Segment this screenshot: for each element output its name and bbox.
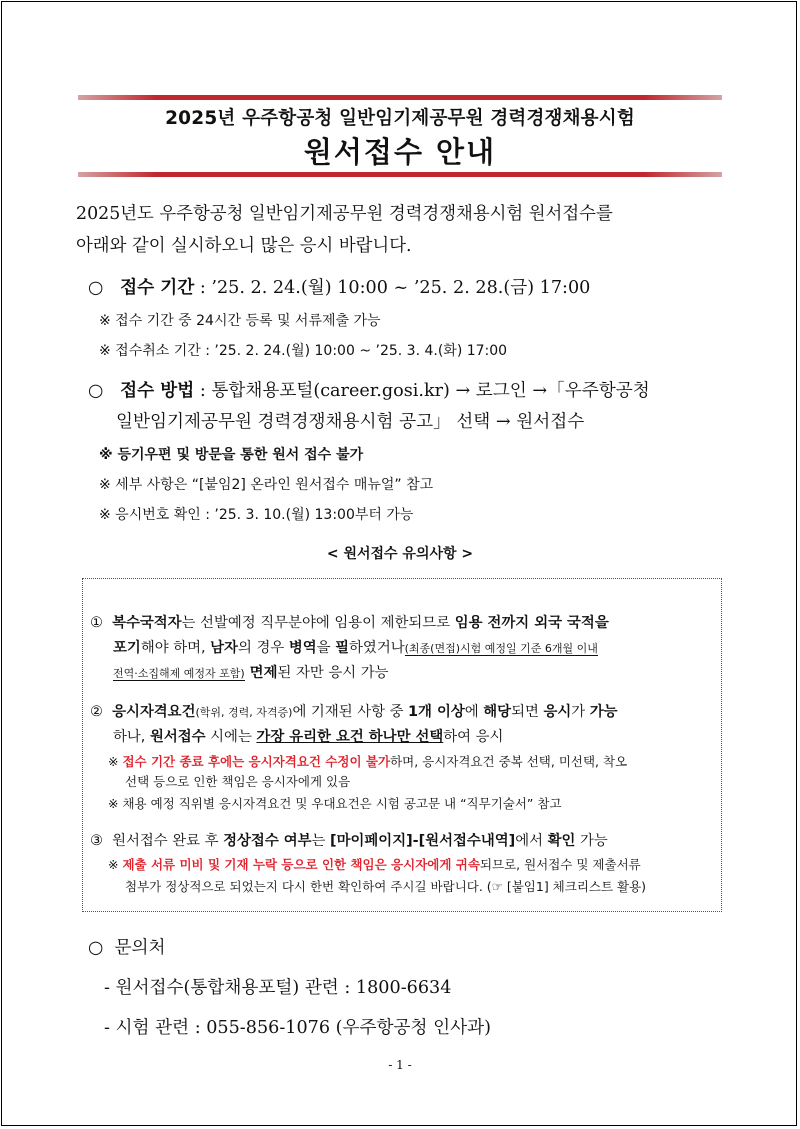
notice-3-b1: ※	[108, 857, 123, 872]
notice-2-a5: 에	[464, 704, 484, 720]
method-note-3: ※ 응시번호 확인 : ’25. 3. 10.(월) 13:00부터 가능	[99, 507, 414, 523]
contact-bullet: ○	[88, 938, 104, 958]
notice-3-a6: 확인	[547, 833, 576, 849]
notice-1-c2: 면제	[244, 665, 278, 681]
notice-1-a2: 는 선발예정 직무분야에 임용이 제한되므로	[181, 615, 455, 631]
notice-1-a1: 복수국적자	[112, 615, 182, 631]
period-label: 접수 기간	[120, 278, 195, 298]
notice-3-a3: 는	[311, 833, 331, 849]
notice-3-a2: 정상접수 여부	[223, 833, 312, 849]
notice-1-b6: 을	[316, 640, 336, 656]
notice-1-b9: (최종(면접)시험 예정일 기준 6개월 이내	[404, 642, 598, 655]
notice-3-a7: 가능	[575, 833, 608, 849]
notice-1-c3: 된 자만 응시 가능	[277, 665, 389, 681]
contact-label: 문의처	[114, 938, 166, 958]
notice-2-b2: 원서접수	[149, 729, 206, 745]
title-top-rule	[78, 95, 722, 100]
notice-1-b4: 의 경우	[237, 640, 289, 656]
notice-1-number: ①	[90, 615, 103, 631]
notice-2-a8: 응시	[543, 704, 572, 720]
notice-1-b5: 병역	[288, 640, 317, 656]
notice-header: < 원서접수 유의사항 >	[326, 546, 474, 562]
notice-2-a6: 해당	[483, 704, 512, 720]
method-value-1: : 통합채용포털(career.gosi.kr) → 로그인 →「우주항공청	[194, 381, 650, 401]
notice-2-b4: 가장 유리한 요건 하나만 선택	[256, 729, 444, 745]
title-line1: 2025년 우주항공청 일반임기제공무원 경력경쟁채용시험	[165, 108, 635, 129]
notice-2-a7: 되면	[511, 704, 544, 720]
contact-line-2: - 시험 관련 : 055-856-1076 (우주항공청 인사과)	[104, 1018, 491, 1038]
method-note-1: ※ 등기우편 및 방문을 통한 원서 접수 불가	[99, 447, 364, 463]
intro-paragraph	[76, 198, 736, 262]
notice-2-line4: 선택 등으로 인한 책임은 응시자에게 있음	[125, 774, 351, 789]
notice-3-a5: 에서	[515, 833, 548, 849]
notice-2-line3	[108, 752, 627, 770]
notice-2-a9: 가	[571, 704, 590, 720]
notice-2-c2: 접수 기간 종료 후에는 응시자격요건 수정이 불가	[122, 754, 391, 769]
notice-2-number: ②	[90, 704, 103, 720]
notice-2-a1: 응시자격요건	[112, 704, 196, 720]
notice-2-line1	[90, 700, 618, 721]
method-note-2: ※ 세부 사항은 “[붙임2] 온라인 원서접수 매뉴얼” 참고	[99, 477, 434, 493]
notice-3-b2: 제출 서류 미비 및 기재 누락 등으로 인한 책임은 응시자에게 귀속	[122, 857, 480, 872]
contact-line-1: - 원서접수(통합채용포털) 관련 : 1800-6634	[104, 978, 452, 998]
method-row	[88, 377, 650, 402]
page-title: 원서접수 안내	[303, 135, 497, 169]
period-bullet: ○	[88, 278, 104, 298]
intro-line2: 아래와 같이 실시하오니 많은 응시 바랍니다.	[76, 236, 412, 256]
notice-3-a1: 원서접수 완료 후	[112, 833, 224, 849]
notice-2-b3: 시에는	[205, 729, 257, 745]
notice-1-b8: 하였거나	[349, 640, 405, 656]
period-row	[88, 274, 590, 299]
period-note-1: ※ 접수 기간 중 24시간 등록 및 서류제출 가능	[99, 313, 381, 329]
notice-1-b1: 포기	[113, 640, 141, 656]
notice-3-number: ③	[90, 833, 103, 849]
notice-3-line3: 첨부가 정상적으로 되었는지 다시 한번 확인하여 주시길 바랍니다. (☞ [붙임1] 체크리스트 활용)	[125, 879, 647, 894]
notice-1-b3: 남자	[210, 640, 238, 656]
notice-2-c1: ※	[108, 754, 123, 769]
notice-3-a4: [마이페이지]-[원서접수내역]	[330, 833, 516, 849]
method-bullet: ○	[88, 381, 104, 401]
intro-line1: 2025년도 우주항공청 일반임기제공무원 경력경쟁채용시험 원서접수를	[76, 204, 613, 224]
title-bottom-rule	[78, 172, 722, 177]
notice-2-a2: (학위, 경력, 자격증)	[195, 706, 293, 719]
notice-3-b3: 되므로, 원서접수 및 제출서류	[479, 857, 641, 872]
notice-1-c1: 전역·소집해제 예정자 포함)	[113, 667, 245, 680]
notice-2-b1: 하나,	[113, 729, 150, 745]
notice-3-line2	[108, 855, 641, 873]
notice-3-line1	[90, 829, 608, 850]
notice-2-b5: 하여 응시	[443, 729, 504, 745]
period-value: : ’25. 2. 24.(월) 10:00 ~ ’25. 2. 28.(금) 17:00	[194, 278, 591, 298]
notice-1-line1	[90, 611, 609, 632]
page-number: - 1 -	[388, 1058, 412, 1072]
notice-1-line2	[113, 636, 598, 657]
notice-2-line5: ※ 채용 예정 직위별 응시자격요건 및 우대요건은 시험 공고문 내 “직무기술서” 참고	[108, 796, 562, 811]
notice-2-line2	[113, 725, 503, 746]
notice-1-b7: 필	[335, 640, 350, 656]
notice-1-line3	[113, 661, 389, 682]
method-value-2: 일반임기제공무원 경력경쟁채용시험 공고」 선택 → 원서접수	[116, 412, 585, 432]
method-label: 접수 방법	[120, 381, 195, 401]
notice-1-a3: 임용 전까지 외국 국적을	[454, 615, 609, 631]
period-note-2: ※ 접수취소 기간 : ’25. 2. 24.(월) 10:00 ~ ’25. 3. 4.(화) 17:00	[99, 343, 508, 359]
notice-2-a10: 가능	[589, 704, 618, 720]
notice-2-c3: 하며, 응시자격요건 중복 선택, 미선택, 착오	[390, 754, 628, 769]
notice-1-b2: 해야 하며,	[140, 640, 211, 656]
notice-2-a3: 에 기재된 사항 중	[292, 704, 409, 720]
contact-row	[88, 934, 166, 959]
notice-2-a4: 1개 이상	[408, 704, 465, 720]
